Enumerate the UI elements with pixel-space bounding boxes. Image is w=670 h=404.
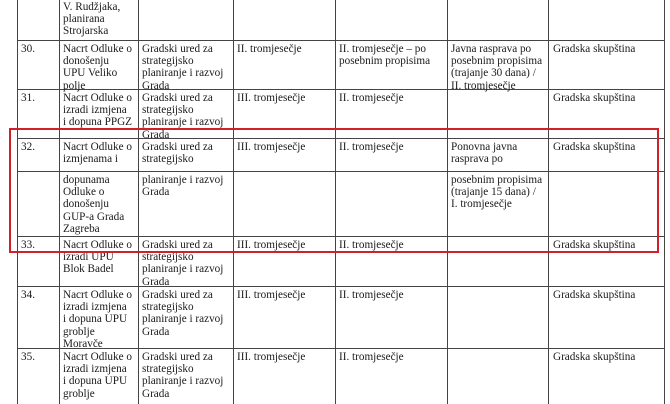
note-line: Javna rasprava po xyxy=(451,43,532,55)
holder-line: planiranje i razvoj xyxy=(142,313,224,326)
holder-line: Gradski ured za xyxy=(142,289,213,301)
holder-line: strategijsko xyxy=(142,301,194,314)
table-row-rule xyxy=(17,348,664,349)
deadline-1: III. tromjesečje xyxy=(237,141,306,153)
row-number: 32. xyxy=(21,141,35,153)
holder-line: strategijsko xyxy=(142,363,194,376)
deadline-1: III. tromjesečje xyxy=(237,289,306,301)
act-name-line: izradi UPU xyxy=(63,251,114,264)
note-line: II. tromjesečje xyxy=(451,79,516,92)
act-name-line: Nacrt Odluke o xyxy=(63,43,132,55)
table-row-rule xyxy=(17,89,664,90)
table-row-rule xyxy=(17,40,664,41)
act-name-line: Nacrt Odluke o xyxy=(63,92,132,104)
act-name-line: donošenju xyxy=(63,55,109,68)
act-name-line: Zagreba xyxy=(63,222,100,235)
deadline-2-line: II. tromjesečje xyxy=(339,141,404,153)
adopting-body: Gradska skupština xyxy=(553,92,636,104)
deadline-1: III. tromjesečje xyxy=(237,239,306,251)
act-name-line: izmjenama i xyxy=(63,153,118,166)
act-name-line: donošenju xyxy=(63,198,109,211)
holder-line: strategijsko xyxy=(142,55,194,68)
act-name-line: izradi izmjena xyxy=(63,104,127,117)
deadline-2-line: II. tromjesečje xyxy=(339,92,404,104)
act-name-line: i dopuna PPGZ xyxy=(63,116,132,129)
holder-line: planiranje i razvoj xyxy=(142,375,224,388)
act-name-line: planirana xyxy=(63,13,105,26)
highlight-box xyxy=(9,128,659,253)
table-column-rule xyxy=(664,0,665,404)
adopting-body: Gradska skupština xyxy=(553,289,636,301)
row-number: 33. xyxy=(21,239,35,251)
holder-line: Gradski ured za xyxy=(142,141,213,153)
holder-line: planiranje i razvoj xyxy=(142,67,224,80)
note-line: Ponovna javna xyxy=(451,141,518,153)
adopting-body: Gradska skupština xyxy=(553,239,636,251)
note-line: (trajanje 30 dana) / xyxy=(451,67,536,80)
act-name-line: V. Rudžjaka, xyxy=(63,1,121,13)
act-name-line: i dopuna UPU xyxy=(63,313,128,326)
holder-line: Grada xyxy=(142,325,170,338)
holder-line: Grada xyxy=(142,128,170,141)
holder-line: Grada xyxy=(142,275,170,288)
adopting-body: Gradska skupština xyxy=(553,43,636,55)
act-name-line: Nacrt Odluke o xyxy=(63,141,132,153)
holder-line: strategijsko xyxy=(142,153,194,166)
act-name-line: izradi izmjena xyxy=(63,301,127,314)
act-name-line: Strojarska xyxy=(63,25,109,38)
act-name-line: i dopuna UPU xyxy=(63,375,128,388)
row-number: 30. xyxy=(21,43,35,55)
act-name-line: Nacrt Odluke o xyxy=(63,289,132,301)
deadline-1: III. tromjesečje xyxy=(237,92,306,104)
holder-line: Gradski ured za xyxy=(142,92,213,104)
act-name-line: groblje xyxy=(63,325,95,338)
note-line: posebnim propisima xyxy=(451,174,543,186)
note-line: I. tromjesečje xyxy=(451,198,512,211)
deadline-1: III. tromjesečje xyxy=(237,351,306,363)
act-name-line: izradi izmjena xyxy=(63,363,127,376)
deadline-1: II. tromjesečje xyxy=(237,43,302,55)
note-line: (trajanje 15 dana) / xyxy=(451,186,536,199)
holder-line: Grada xyxy=(142,79,170,92)
act-name-line: GUP-a Grada xyxy=(63,210,125,223)
act-name-line: Moravče xyxy=(63,337,103,350)
holder-line: planiranje i razvoj xyxy=(142,263,224,276)
holder-line: Gradski ured za xyxy=(142,43,213,55)
act-name-line: Blok Badel xyxy=(63,263,114,276)
act-name-line: polje xyxy=(63,79,86,92)
act-name-line: Nacrt Odluke o xyxy=(63,239,132,251)
row-number: 35. xyxy=(21,351,35,363)
deadline-2-line: II. tromjesečje – po xyxy=(339,43,426,55)
holder-line: strategijsko xyxy=(142,251,194,264)
deadline-2-line: II. tromjesečje xyxy=(339,351,404,363)
act-name-line: dopunama xyxy=(63,174,110,186)
row-number: 34. xyxy=(21,289,35,301)
holder-line: Gradski ured za xyxy=(142,351,213,363)
act-name-line: Nacrt Odluke o xyxy=(63,351,132,363)
row-number: 31. xyxy=(21,92,35,104)
adopting-body: Gradska skupština xyxy=(553,351,636,363)
holder-line: Grada xyxy=(142,387,170,400)
holder-line: Gradski ured za xyxy=(142,239,213,251)
holder-line: strategijsko xyxy=(142,104,194,117)
act-name-line: Odluke o xyxy=(63,186,105,199)
holder-line: Grada xyxy=(142,186,170,199)
table-row-rule xyxy=(17,286,664,287)
act-name-line: groblje xyxy=(63,387,95,400)
deadline-2-line: II. tromjesečje xyxy=(339,239,404,251)
note-line: rasprava po xyxy=(451,153,503,166)
deadline-2-line: II. tromjesečje xyxy=(339,289,404,301)
act-name-line: UPU Veliko xyxy=(63,67,118,80)
note-line: posebnim propisima xyxy=(451,55,543,68)
holder-line: planiranje i razvoj xyxy=(142,174,224,186)
adopting-body: Gradska skupština xyxy=(553,141,636,153)
deadline-2-line: posebnim propisima xyxy=(339,55,431,68)
holder-line: planiranje i razvoj xyxy=(142,116,224,129)
